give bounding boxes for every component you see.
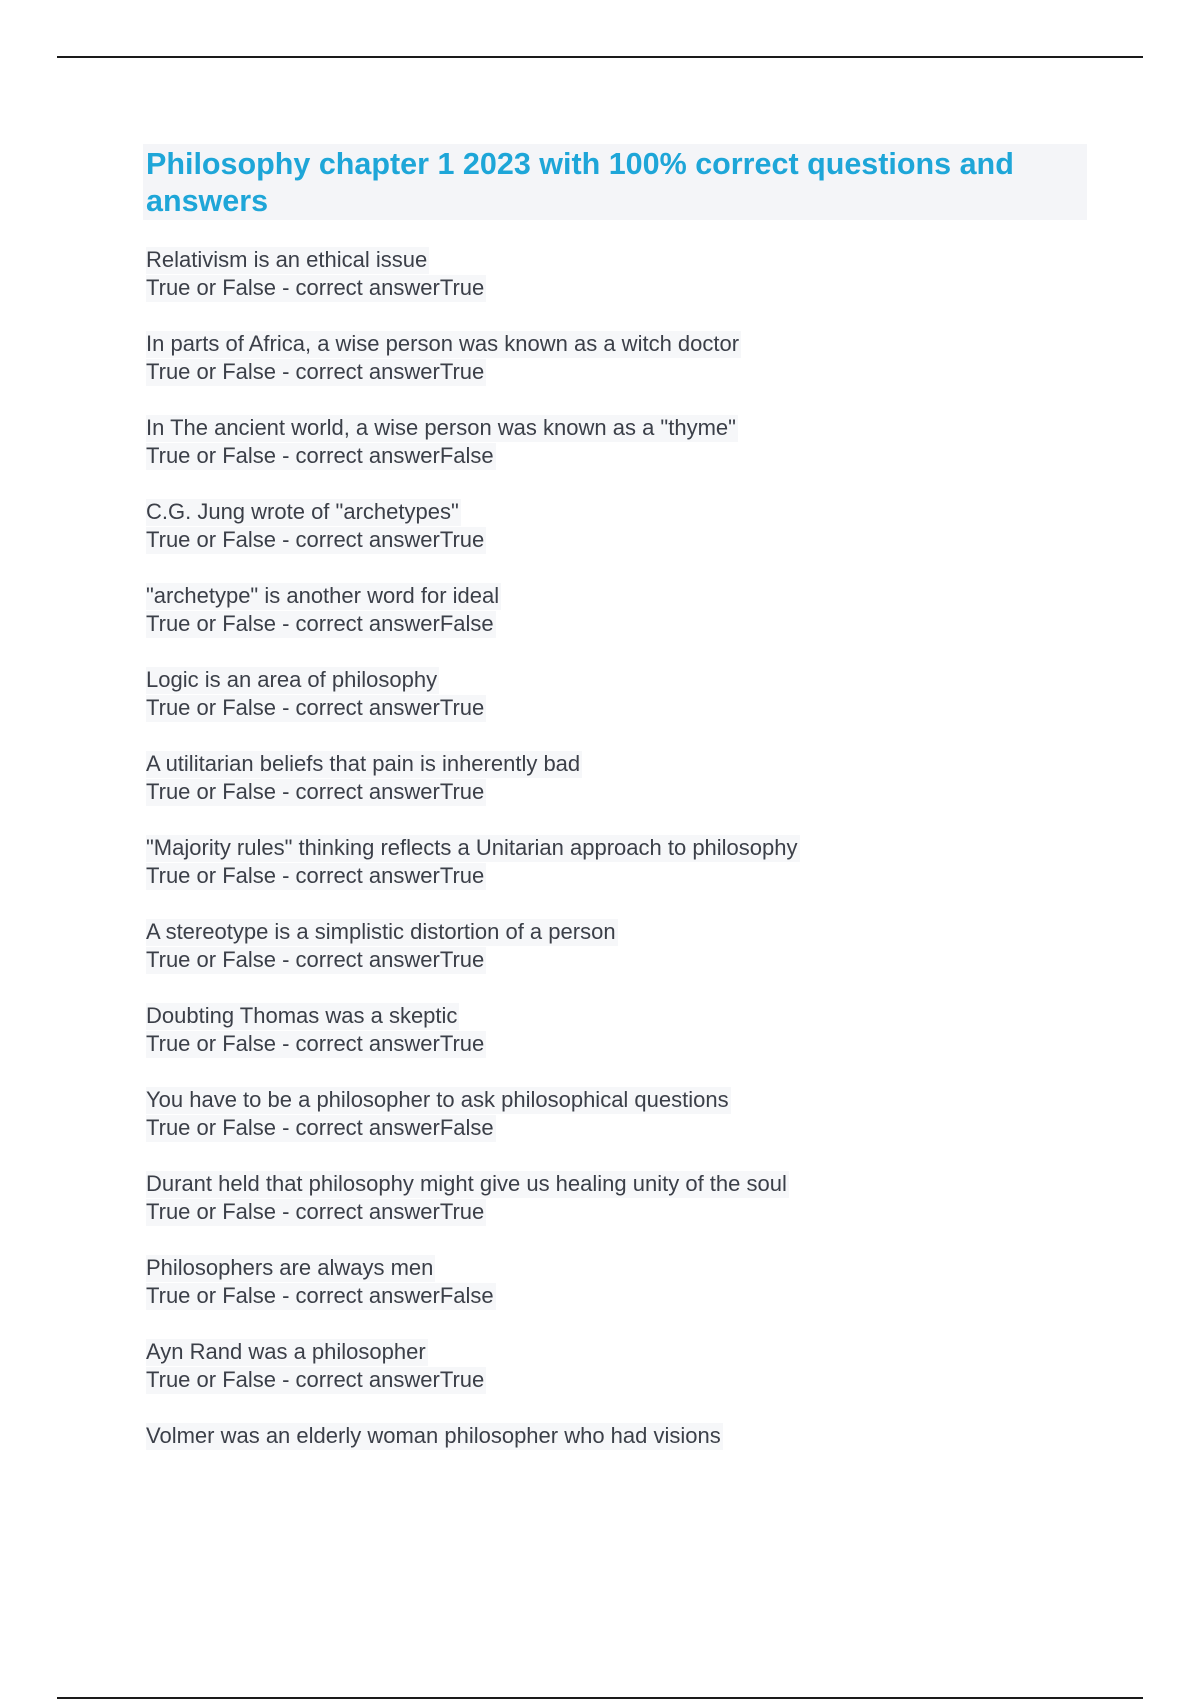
question-text: Logic is an area of philosophy xyxy=(146,667,438,692)
answer-text: True or False - correct answerFalse xyxy=(146,1283,494,1308)
question-text: C.G. Jung wrote of "archetypes" xyxy=(146,499,459,524)
answer-text: True or False - correct answerTrue xyxy=(146,779,485,804)
question-text: You have to be a philosopher to ask philosophical questions xyxy=(146,1087,729,1112)
qa-item xyxy=(146,1423,1086,1507)
qa-item xyxy=(146,499,1086,583)
qa-item xyxy=(146,835,1086,919)
answer-text: True or False - correct answerTrue xyxy=(146,1367,485,1392)
answer-text: True or False - correct answerTrue xyxy=(146,947,485,972)
answer-text: True or False - correct answerTrue xyxy=(146,695,485,720)
question-text: Durant held that philosophy might give us healing unity of the soul xyxy=(146,1171,787,1196)
question-text: Volmer was an elderly woman philosopher who had visions xyxy=(146,1423,721,1448)
question-text: Doubting Thomas was a skeptic xyxy=(146,1003,458,1028)
answer-text: True or False - correct answerTrue xyxy=(146,1199,485,1224)
answer-text: True or False - correct answerTrue xyxy=(146,863,485,888)
question-text: Ayn Rand was a philosopher xyxy=(146,1339,426,1364)
question-text: "archetype" is another word for ideal xyxy=(146,583,500,608)
bottom-rule xyxy=(57,1697,1143,1699)
qa-item xyxy=(146,919,1086,1003)
answer-text: True or False - correct answerTrue xyxy=(146,1031,485,1056)
qa-item xyxy=(146,331,1086,415)
document-title: Philosophy chapter 1 2023 with 100% correct questions and answers xyxy=(146,147,1014,218)
question-text: Relativism is an ethical issue xyxy=(146,247,428,272)
qa-item xyxy=(146,1087,1086,1171)
qa-list xyxy=(146,247,1086,1507)
qa-item xyxy=(146,667,1086,751)
question-text: "Majority rules" thinking reflects a Unitarian approach to philosophy xyxy=(146,835,798,860)
answer-text: True or False - correct answerTrue xyxy=(146,359,485,384)
qa-item xyxy=(146,1171,1086,1255)
qa-item xyxy=(146,415,1086,499)
top-rule xyxy=(57,56,1143,58)
answer-text: True or False - correct answerFalse xyxy=(146,1115,494,1140)
qa-item xyxy=(146,1003,1086,1087)
question-text: In parts of Africa, a wise person was known as a witch doctor xyxy=(146,331,740,356)
qa-item xyxy=(146,1339,1086,1423)
question-text: A stereotype is a simplistic distortion of a person xyxy=(146,919,616,944)
question-text: A utilitarian beliefs that pain is inherently bad xyxy=(146,751,581,776)
qa-item xyxy=(146,1255,1086,1339)
qa-item xyxy=(146,583,1086,667)
answer-text: True or False - correct answerTrue xyxy=(146,527,485,552)
answer-text: True or False - correct answerTrue xyxy=(146,275,485,300)
answer-text: True or False - correct answerFalse xyxy=(146,443,494,468)
question-text: Philosophers are always men xyxy=(146,1255,434,1280)
qa-item xyxy=(146,751,1086,835)
answer-text: True or False - correct answerFalse xyxy=(146,611,494,636)
qa-item xyxy=(146,247,1086,331)
question-text: In The ancient world, a wise person was known as a "thyme" xyxy=(146,415,736,440)
